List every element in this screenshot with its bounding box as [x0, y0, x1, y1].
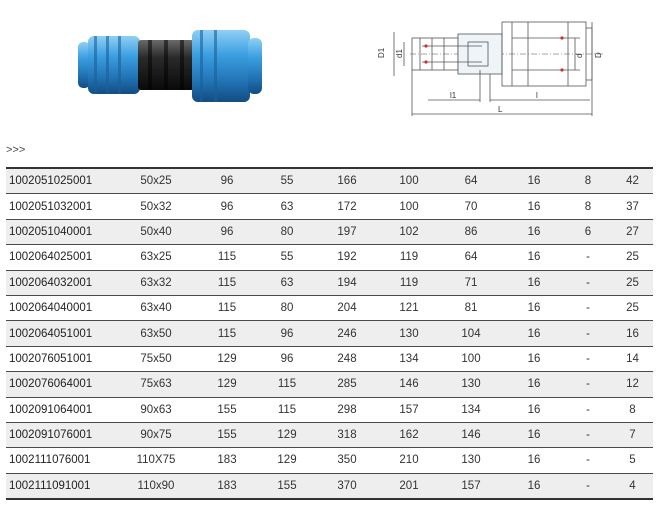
table-cell: 298 [314, 397, 380, 422]
table-row [6, 448, 653, 473]
spec-table [6, 167, 653, 500]
table-row [6, 397, 653, 422]
table-cell: 157 [380, 397, 438, 422]
table-cell: 146 [380, 372, 438, 397]
table-cell: 100 [438, 346, 504, 371]
table-cell: 8 [612, 397, 653, 422]
table-cell: 115 [194, 270, 260, 295]
table-cell: 110x90 [118, 473, 194, 499]
table-cell: 110X75 [118, 448, 194, 473]
product-photo [70, 20, 280, 110]
table-cell: - [564, 473, 612, 499]
article-code-cell: 1002091076001 [6, 422, 118, 447]
table-cell: 115 [260, 372, 314, 397]
table-cell: 80 [260, 295, 314, 320]
table-cell: 104 [438, 321, 504, 346]
table-cell: 162 [380, 422, 438, 447]
table-cell: 25 [612, 295, 653, 320]
table-cell: 129 [194, 372, 260, 397]
article-code-cell: 1002064032001 [6, 270, 118, 295]
article-code-cell: 1002064051001 [6, 321, 118, 346]
table-cell: 115 [194, 321, 260, 346]
article-code-cell: 1002064040001 [6, 295, 118, 320]
table-row [6, 168, 653, 194]
table-cell: 115 [260, 397, 314, 422]
table-cell: - [564, 448, 612, 473]
table-cell: 119 [380, 245, 438, 270]
table-cell: 157 [438, 473, 504, 499]
table-cell: 16 [504, 219, 564, 244]
table-cell: 55 [260, 168, 314, 194]
table-cell: 16 [504, 168, 564, 194]
table-cell: 16 [504, 346, 564, 371]
label-d: d [575, 53, 584, 58]
table-cell: 63x40 [118, 295, 194, 320]
article-code-cell: 1002064025001 [6, 245, 118, 270]
article-code-cell: 1002111091001 [6, 473, 118, 499]
table-cell: 16 [504, 448, 564, 473]
table-cell: 42 [612, 168, 653, 194]
table-cell: 5 [612, 448, 653, 473]
table-cell: 64 [438, 168, 504, 194]
table-cell: 204 [314, 295, 380, 320]
table-row [6, 194, 653, 219]
table-cell: - [564, 245, 612, 270]
table-cell: 70 [438, 194, 504, 219]
table-cell: 183 [194, 448, 260, 473]
table-cell: 96 [260, 321, 314, 346]
table-cell: 210 [380, 448, 438, 473]
table-cell: 350 [314, 448, 380, 473]
table-row [6, 422, 653, 447]
table-cell: 130 [438, 372, 504, 397]
article-code-cell: 1002076064001 [6, 372, 118, 397]
table-cell: 37 [612, 194, 653, 219]
table-cell: 14 [612, 346, 653, 371]
table-cell: 194 [314, 270, 380, 295]
article-code-cell: 1002076051001 [6, 346, 118, 371]
table-cell: 96 [194, 219, 260, 244]
table-cell: 64 [438, 245, 504, 270]
table-cell: - [564, 422, 612, 447]
table-cell: 63 [260, 270, 314, 295]
table-cell: 96 [194, 168, 260, 194]
table-cell: 7 [612, 422, 653, 447]
label-d1: d1 [395, 49, 404, 58]
table-cell: 8 [564, 194, 612, 219]
label-l: l [536, 91, 538, 100]
table-cell: 129 [260, 448, 314, 473]
table-cell: 16 [504, 372, 564, 397]
table-cell: 16 [504, 473, 564, 499]
label-D1: D1 [377, 47, 386, 58]
table-row [6, 295, 653, 320]
table-cell: 134 [438, 397, 504, 422]
table-cell: 100 [380, 194, 438, 219]
article-code-cell: 1002111076001 [6, 448, 118, 473]
table-cell: 172 [314, 194, 380, 219]
table-cell: 119 [380, 270, 438, 295]
table-cell: 197 [314, 219, 380, 244]
table-cell: 16 [504, 422, 564, 447]
table-cell: 248 [314, 346, 380, 371]
table-row [6, 321, 653, 346]
table-cell: 4 [612, 473, 653, 499]
table-cell: 134 [380, 346, 438, 371]
table-cell: 75x63 [118, 372, 194, 397]
table-cell: 27 [612, 219, 653, 244]
table-row [6, 473, 653, 499]
table-cell: 318 [314, 422, 380, 447]
table-cell: 16 [504, 397, 564, 422]
table-cell: 80 [260, 219, 314, 244]
table-cell: 96 [260, 346, 314, 371]
table-cell: 115 [194, 295, 260, 320]
article-code-cell: 1002051040001 [6, 219, 118, 244]
table-cell: 6 [564, 219, 612, 244]
table-cell: 81 [438, 295, 504, 320]
table-cell: 16 [504, 295, 564, 320]
table-cell: 192 [314, 245, 380, 270]
table-row [6, 346, 653, 371]
table-cell: 25 [612, 270, 653, 295]
table-cell: 16 [612, 321, 653, 346]
table-cell: - [564, 295, 612, 320]
table-cell: 285 [314, 372, 380, 397]
section-marker: >>> [6, 144, 26, 156]
table-cell: 183 [194, 473, 260, 499]
table-cell: 71 [438, 270, 504, 295]
label-D: D [594, 52, 603, 58]
table-cell: 75x50 [118, 346, 194, 371]
label-L: L [498, 105, 503, 114]
table-cell: 129 [260, 422, 314, 447]
table-cell: 50x40 [118, 219, 194, 244]
table-cell: 55 [260, 245, 314, 270]
table-cell: 115 [194, 245, 260, 270]
table-cell: 96 [194, 194, 260, 219]
table-cell: 63x25 [118, 245, 194, 270]
table-cell: 146 [438, 422, 504, 447]
table-row [6, 270, 653, 295]
table-cell: 155 [260, 473, 314, 499]
label-l1: l1 [450, 91, 457, 100]
table-cell: - [564, 397, 612, 422]
table-cell: - [564, 372, 612, 397]
technical-drawing [372, 12, 612, 124]
table-cell: 90x63 [118, 397, 194, 422]
table-cell: 155 [194, 397, 260, 422]
table-cell: 63x50 [118, 321, 194, 346]
table-cell: 86 [438, 219, 504, 244]
table-row [6, 372, 653, 397]
table-cell: 63 [260, 194, 314, 219]
table-cell: 90x75 [118, 422, 194, 447]
table-cell: 130 [438, 448, 504, 473]
table-cell: 370 [314, 473, 380, 499]
table-cell: - [564, 321, 612, 346]
table-cell: 50x32 [118, 194, 194, 219]
table-cell: 16 [504, 194, 564, 219]
table-cell: 102 [380, 219, 438, 244]
table-cell: 16 [504, 270, 564, 295]
table-cell: 166 [314, 168, 380, 194]
table-cell: 130 [380, 321, 438, 346]
table-cell: - [564, 270, 612, 295]
table-cell: 121 [380, 295, 438, 320]
table-row [6, 219, 653, 244]
table-cell: 100 [380, 168, 438, 194]
article-code-cell: 1002051025001 [6, 168, 118, 194]
table-cell: 50x25 [118, 168, 194, 194]
table-cell: 16 [504, 321, 564, 346]
table-cell: 63x32 [118, 270, 194, 295]
table-cell: 25 [612, 245, 653, 270]
article-code-cell: 1002091064001 [6, 397, 118, 422]
table-cell: 201 [380, 473, 438, 499]
table-cell: 246 [314, 321, 380, 346]
table-row [6, 245, 653, 270]
table-cell: 8 [564, 168, 612, 194]
table-cell: 129 [194, 346, 260, 371]
table-cell: - [564, 346, 612, 371]
table-cell: 12 [612, 372, 653, 397]
article-code-cell: 1002051032001 [6, 194, 118, 219]
table-cell: 155 [194, 422, 260, 447]
table-cell: 16 [504, 245, 564, 270]
